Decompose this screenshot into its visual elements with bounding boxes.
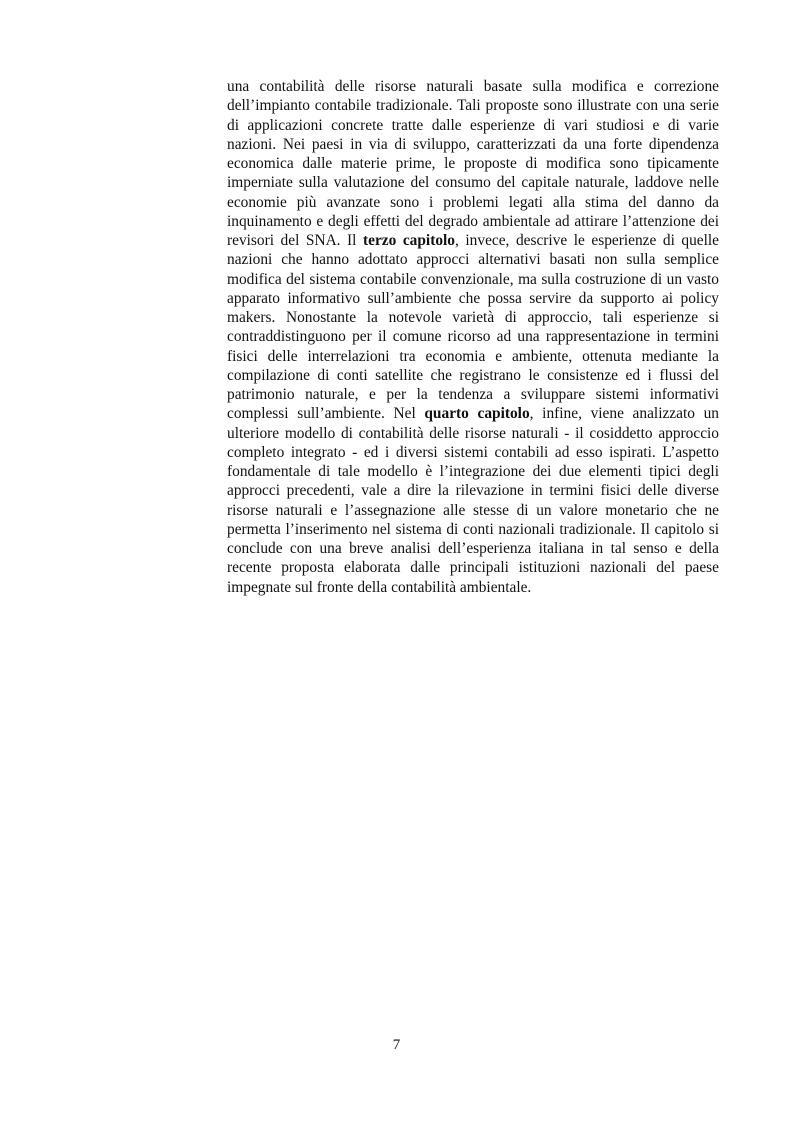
text-segment: una contabilità delle risorse naturali basate sulla modifica e correzione dell’impianto contabile tradizionale. Tali proposte sono illustrate con una serie di applicazioni concrete tratte dalle esperienze di vari studiosi e di varie nazioni. Nei paesi in via di sviluppo, caratterizzati da una forte dipendenza economica dalle materie prime, le proposte di modifica sono tipicamente imperniate sulla valutazione del consumo del capitale naturale, laddove nelle economie più avanzate sono i problemi legati alla stima del danno da inquinamento e degli effetti del degrado ambientale ad attirare l’attenzione dei revisori del SNA. Il	[227, 78, 719, 249]
bold-term-quarto-capitolo: quarto capitolo	[424, 405, 530, 423]
page-number: 7	[392, 1037, 401, 1053]
body-text	[227, 77, 719, 597]
text-segment: , infine, viene analizzato un ulteriore modello di contabilità delle risorse naturali - il cosiddetto approccio completo integrato - ed i diversi sistemi contabili ad esso ispirati. L’aspetto fondamentale di tale modello è l’integrazione dei due elementi tipici degli approcci precedenti, vale a dire la rilevazione in termini fisici delle diverse risorse naturali e l’assegnazione alle stesse di un valore monetario che ne permetta l’inserimento nel sistema di conti nazionali tradizionale. Il capitolo si conclude con una breve analisi dell’esperienza italiana in tal senso e della recente proposta elaborata dalle principali istituzioni nazionali del paese impegnate sul fronte della contabilità ambientale.	[227, 405, 719, 596]
text-segment: , invece, descrive le esperienze di quelle nazioni che hanno adottato approcci alternativi basati non sulla semplice modifica del sistema contabile convenzionale, ma sulla costruzione di un vasto apparato informativo sull’ambiente che possa servire da supporto ai policy makers. Nonostante la notevole varietà di approccio, tali esperienze si contraddistinguono per il comune ricorso ad una rappresentazione in termini fisici delle interrelazioni tra economia e ambiente, ottenuta mediante la compilazione di conti satellite che registrano le consistenze ed i flussi del patrimonio naturale, e per la tendenza a sviluppare sistemi informativi complessi sull’ambiente. Nel	[227, 232, 719, 423]
bold-term-terzo-capitolo: terzo capitolo	[363, 232, 456, 249]
paragraph	[227, 77, 719, 597]
